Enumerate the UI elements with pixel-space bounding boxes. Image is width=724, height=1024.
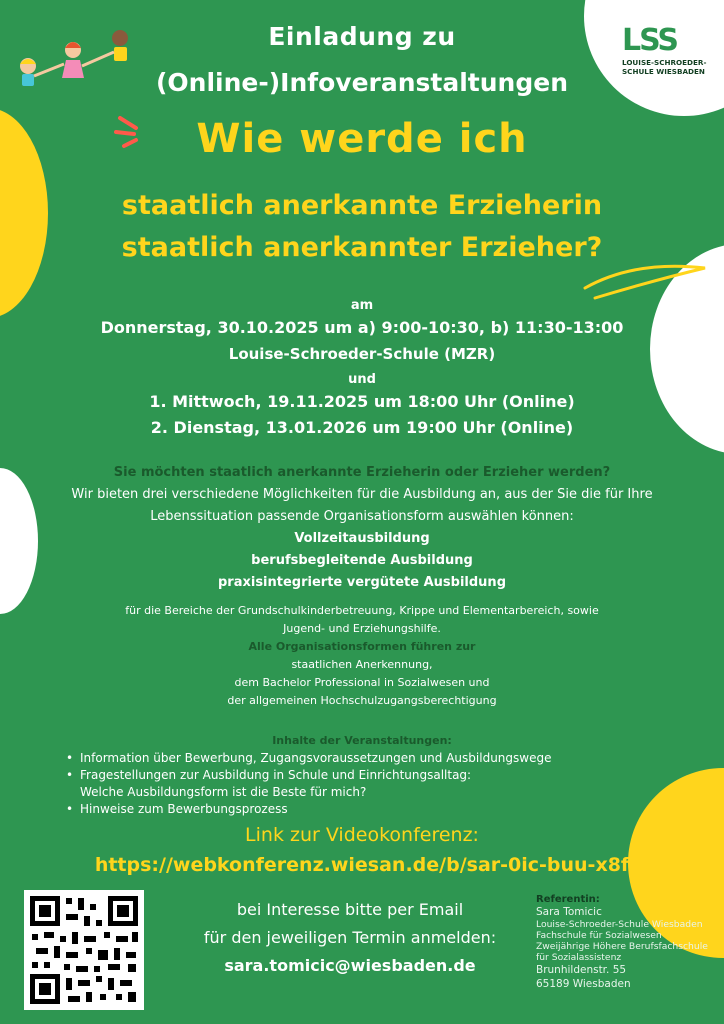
list-item [66, 801, 551, 818]
event-line3: 1. Mittwoch, 19.11.2025 um 18:00 Uhr (Online) [149, 392, 575, 411]
contents-bullet1: Information über Bewerbung, Zugangsvoraussetzungen und Ausbildungswege [80, 751, 552, 765]
list-item [66, 767, 551, 784]
underline-swoosh [555, 240, 715, 300]
speaker-street: Brunhildenstr. 55 [536, 964, 627, 976]
header-line2: (Online-)Infoveranstaltungen [155, 68, 569, 97]
bullet-icon: • [66, 768, 74, 782]
list-item [66, 750, 552, 767]
areas-item3: der allgemeinen Hochschulzugangsberechtigung [227, 694, 497, 707]
question-line3: staatlich anerkannter Erzieher? [121, 232, 603, 263]
areas-line2: Jugend- und Erziehungshilfe. [283, 622, 441, 635]
speaker-name: Sara Tomicic [536, 906, 602, 918]
logo-text-line2: SCHULE WIESBADEN [622, 67, 705, 76]
event-line2: Louise-Schroeder-Schule (MZR) [228, 345, 496, 363]
intro-text2: Lebenssituation passende Organisationsform auswählen können: [150, 509, 574, 524]
question-line1: Wie werde ich [196, 116, 528, 162]
intro-question: Sie möchten staatlich anerkannte Erzieherin oder Erzieher werden? [113, 465, 611, 480]
speaker-org4: für Sozialassistenz [536, 952, 622, 963]
areas-line1: für die Bereiche der Grundschulkinderbetreuung, Krippe und Elementarbereich, sowie [125, 604, 599, 617]
speaker-org1: Louise-Schroeder-Schule Wiesbaden [536, 919, 703, 930]
logo-text-line1: LOUISE-SCHROEDER- [622, 58, 707, 67]
event-line4: 2. Dienstag, 13.01.2026 um 19:00 Uhr (Online) [150, 418, 574, 437]
speaker-title: Referentin: [536, 894, 600, 905]
event-am: am [350, 298, 374, 313]
header-line1: Einladung zu [268, 22, 456, 51]
contents-bullet3: Hinweise zum Bewerbungsprozess [80, 802, 288, 816]
intro-block [0, 462, 724, 594]
question-line2: staatlich anerkannte Erzieherin [121, 190, 603, 221]
list-item-continuation [80, 784, 551, 801]
registration-email[interactable]: sara.tomicic@wiesbaden.de [224, 956, 476, 975]
video-link-url[interactable]: https://webkonferenz.wiesan.de/b/sar-0ic-buu-x8f [94, 854, 630, 876]
form-vollzeit: Vollzeitausbildung [294, 531, 430, 546]
areas-block [0, 602, 724, 710]
intro-text1: Wir bieten drei verschiedene Möglichkeiten für die Ausbildung an, aus der Sie die für Ihre [71, 487, 653, 502]
registration-line2: für den jeweiligen Termin anmelden: [203, 928, 497, 947]
bullet-icon: • [66, 802, 74, 816]
speaker-city: 65189 Wiesbaden [536, 978, 631, 990]
event-line1: Donnerstag, 30.10.2025 um a) 9:00-10:30, b) 11:30-13:00 [100, 318, 624, 337]
bullet-icon: • [66, 751, 74, 765]
form-praxisintegriert: praxisintegrierte vergütete Ausbildung [217, 575, 506, 590]
form-berufsbegleitend: berufsbegleitende Ausbildung [251, 553, 473, 568]
areas-item2: dem Bachelor Professional in Sozialwesen und [234, 676, 490, 689]
video-link-label: Link zur Videokonferenz: [245, 824, 479, 846]
registration-line1: bei Interesse bitte per Email [236, 900, 464, 919]
speaker-block [536, 894, 722, 991]
qr-code[interactable] [24, 890, 144, 1010]
contents-bullet2b: Welche Ausbildungsform ist die Beste für mich? [80, 785, 367, 799]
areas-item1: staatlichen Anerkennung, [291, 658, 433, 671]
speaker-org2: Fachschule für Sozialwesen [536, 930, 662, 941]
contents-title: Inhalte der Veranstaltungen: [272, 734, 452, 747]
contents-list [66, 750, 552, 818]
logo-mark: LSS [622, 23, 677, 58]
event-und: und [348, 372, 376, 387]
areas-title: Alle Organisationsformen führen zur [248, 640, 476, 653]
speaker-org3: Zweijährige Höhere Berufsfachschule [536, 941, 708, 952]
contents-bullet2a: Fragestellungen zur Ausbildung in Schule und Einrichtungsalltag: [80, 768, 472, 782]
